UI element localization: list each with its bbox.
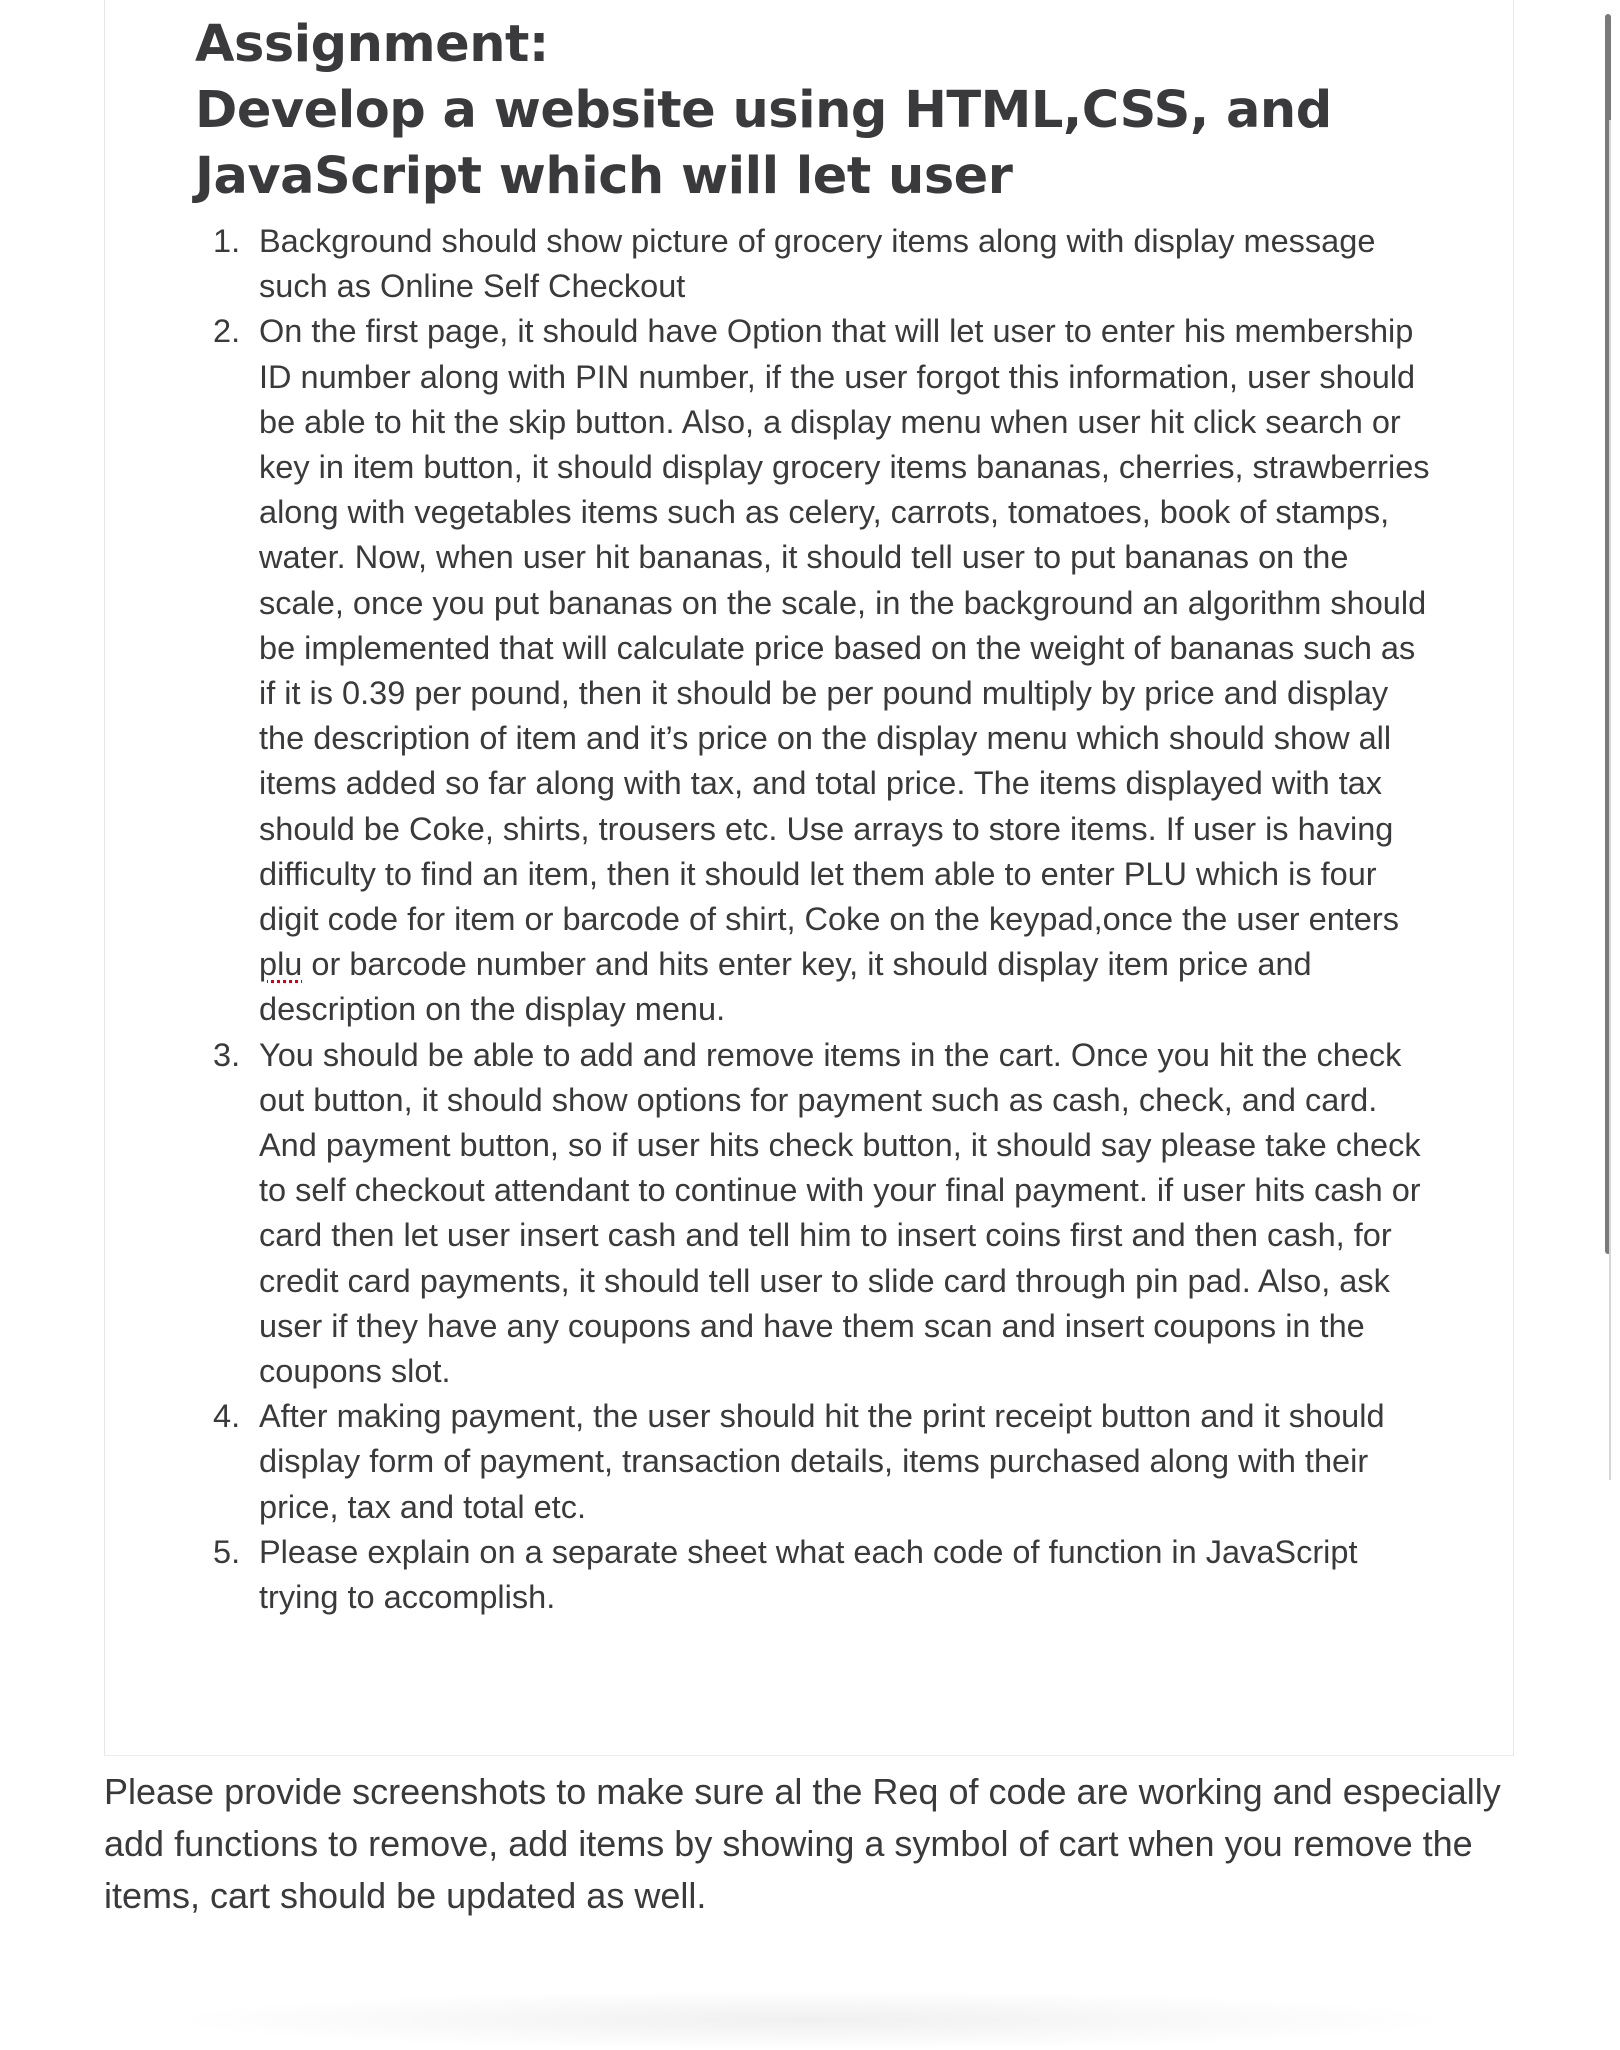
document-content <box>195 12 1435 1620</box>
heading-line-1: Assignment: <box>195 15 549 74</box>
requirement-item <box>195 1394 1435 1530</box>
requirement-text: You should be able to add and remove items in the cart. Once you hit the check out button, it should show options for payment such as cash, check, and card. And payment button, so if user hits check button, it should say please take check to self checkout attendant to continue with your final payment. if user hits cash or card then let user insert cash and tell him to insert coins first and then cash, for credit card payments, it should tell user to slide card through pin pad. Also, ask user if they have any coupons and have them scan and insert coupons in the coupons slot. <box>259 1036 1421 1390</box>
heading-line-3: JavaScript which will let user <box>195 147 1013 206</box>
assignment-heading <box>195 12 1435 210</box>
requirement-number: 5. <box>213 1533 241 1570</box>
requirement-text <box>259 313 1430 1027</box>
requirement-number: 4. <box>213 1398 241 1435</box>
requirement-item <box>195 309 1435 1032</box>
page-edge-divider <box>1609 120 1611 1480</box>
bottom-shadow <box>160 1990 1460 2050</box>
requirement-number: 1. <box>213 223 241 259</box>
requirement-text-part: On the first page, it should have Option that will let user to enter his membership ID number along with PIN number, if the user forgot this information, user should be able to hit the skip button. Also, a display menu when user hit click search or key in item button, it should display grocery items bananas, cherries, strawberries along with vegetables items such as celery, carrots, tomatoes, book of stamps, water. Now, when user hit bananas, it should tell user to put bananas on the scale, once you put bananas on the scale, in the background an algorithm should be implemented that will calculate price based on the weight of bananas such as if it is 0.39 per pound, then it should be per pound multiply by price and display the description of item and it’s price on the display menu which should show all items added so far along with tax, and total price. The items displayed with tax should be Coke, shirts, trousers etc. Use arrays to store items. If user is having difficulty to find an item, then it should let them able to enter PLU which is four digit code for item or barcode of shirt, Coke on the keypad,once the user enters <box>259 313 1430 938</box>
requirement-text: Please explain on a separate sheet what each code of function in JavaScript trying to accomplish. <box>259 1533 1358 1616</box>
requirement-item <box>195 1530 1435 1620</box>
requirement-text: Background should show picture of grocery items along with display message such as Online Self Checkout <box>259 223 1376 305</box>
assignment-document <box>104 0 1514 1756</box>
requirements-list <box>195 219 1435 1620</box>
requirement-item <box>195 219 1435 309</box>
spellcheck-flagged-word[interactable]: plu <box>259 946 303 983</box>
requirement-text-part: or barcode number and hits enter key, it should display item price and description on the display menu. <box>259 946 1312 1028</box>
heading-line-2: Develop a website using HTML,CSS, and <box>195 81 1332 140</box>
requirement-number: 3. <box>213 1036 241 1073</box>
requirement-number: 2. <box>213 313 241 350</box>
requirement-text: After making payment, the user should hit the print receipt button and it should display form of payment, transaction details, items purchased along with their price, tax and total etc. <box>259 1398 1385 1525</box>
requirement-item <box>195 1033 1435 1395</box>
screenshot-request-note: Please provide screenshots to make sure al the Req of code are working and especially add functions to remove, add items by showing a symbol of cart when you remove the items, cart should be updated as well. <box>104 1771 1501 1916</box>
